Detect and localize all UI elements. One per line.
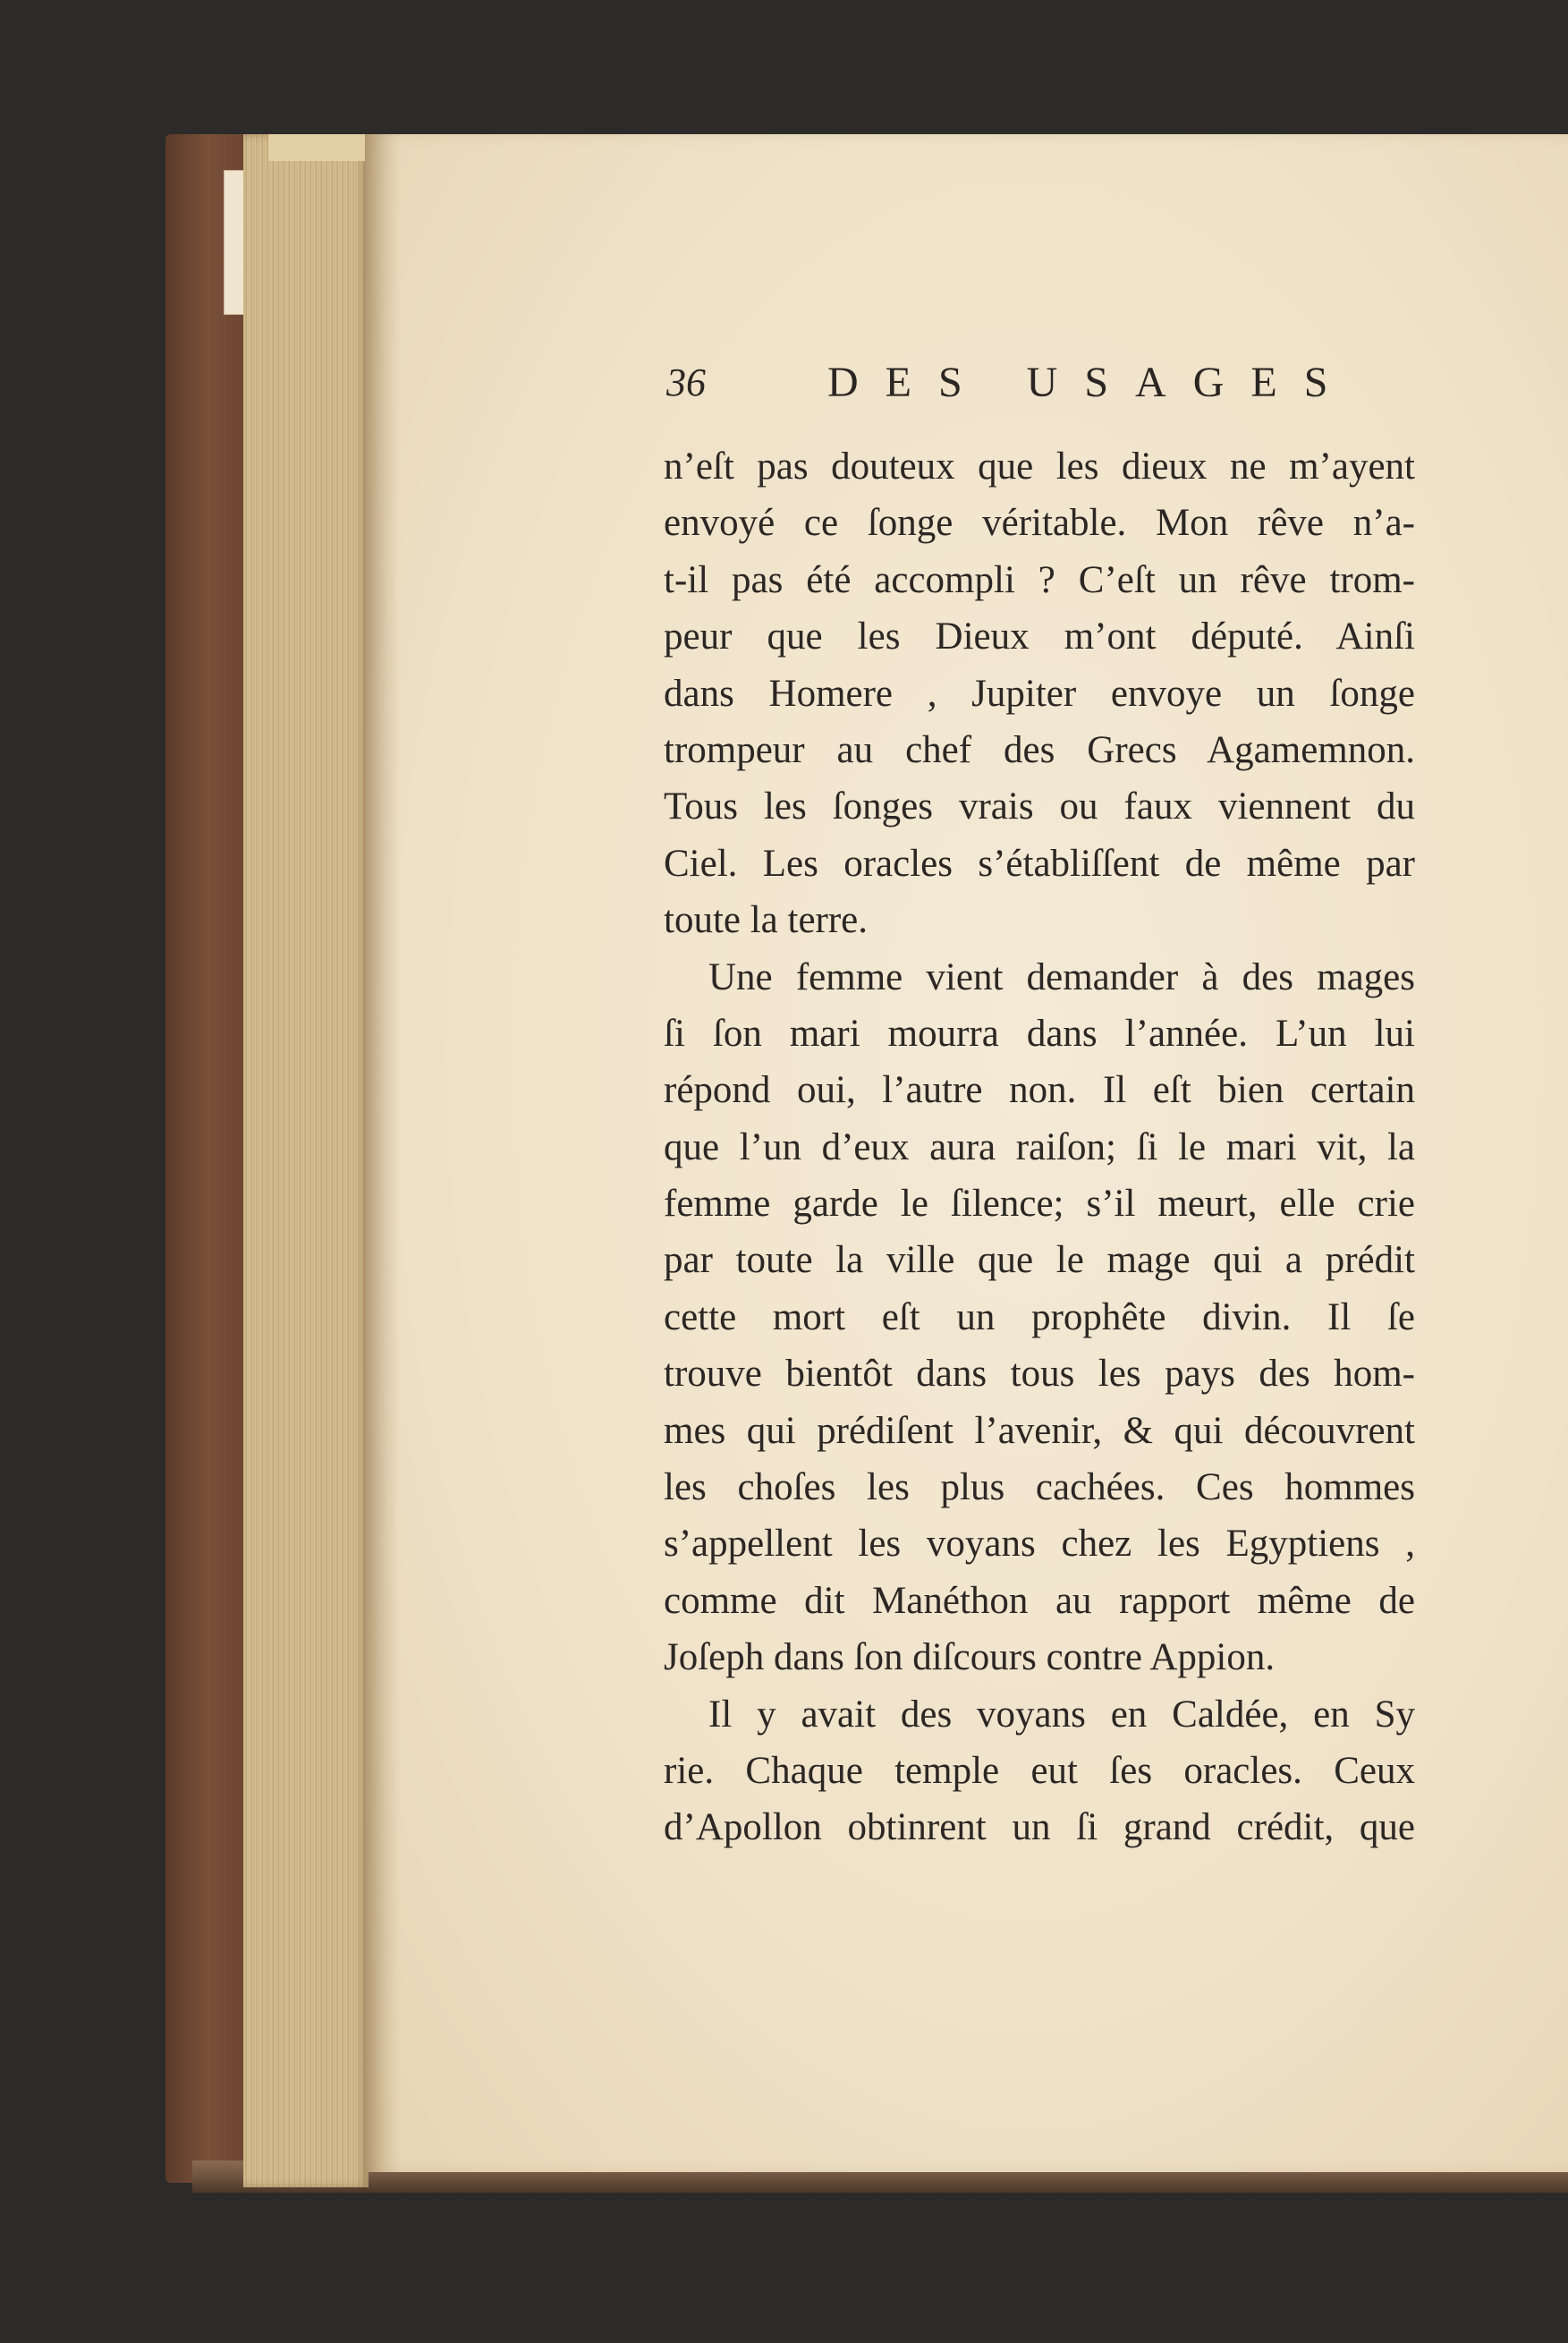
text-line: toute la terre. — [664, 899, 869, 942]
text-line: répond oui, l’autre non. Il eſt bien certain — [664, 1069, 1415, 1112]
text-line: ſi ſon mari mourra dans l’année. L’un lui — [664, 1012, 1415, 1055]
text-line: t-il pas été accompli ? C’eſt un rêve trom- — [664, 558, 1415, 601]
text-line: Joſeph dans ſon diſcours contre Appion. — [664, 1636, 1276, 1679]
running-head-title: DES USAGES — [827, 359, 1355, 406]
text-line: Une femme vient demander à des mages — [708, 955, 1415, 998]
running-head — [666, 354, 1355, 412]
text-line: Tous les ſonges vrais ou faux viennent du — [664, 785, 1415, 828]
page-gutter-shadow — [365, 134, 401, 2172]
text-line: femme garde le ſilence; s’il meurt, elle crie — [664, 1183, 1415, 1226]
text-line: envoyé ce ſonge véritable. Mon rêve n’a- — [664, 502, 1415, 545]
text-line: Il y avait des voyans en Caldée, en Sy — [708, 1693, 1415, 1736]
text-line: d’Apollon obtinrent un ſi grand crédit, que — [664, 1806, 1415, 1849]
text-line: trouve bientôt dans tous les pays des hom- — [664, 1353, 1415, 1396]
page-stack-edge — [243, 134, 369, 2187]
page-number: 36 — [666, 361, 706, 404]
text-line: dans Homere , Jupiter envoye un ſonge — [664, 672, 1415, 715]
text-line: par toute la ville que le mage qui a prédit — [664, 1239, 1415, 1282]
text-line: n’eſt pas douteux que les dieux ne m’ayent — [664, 446, 1415, 488]
page-stack-top — [268, 134, 371, 161]
text-line: rie. Chaque temple eut ſes oracles. Ceux — [664, 1749, 1415, 1792]
text-line: que l’un d’eux aura raiſon; ſi le mari vit, la — [664, 1125, 1415, 1168]
text-line: Ciel. Les oracles s’établiſſent de même par — [664, 842, 1415, 885]
body-text — [664, 438, 1415, 1856]
text-line: trompeur au chef des Grecs Agamemnon. — [664, 728, 1415, 771]
text-line: comme dit Manéthon au rapport même de — [664, 1579, 1415, 1622]
text-line: cette mort eſt un prophête divin. Il ſe — [664, 1295, 1415, 1338]
text-line: mes qui prédiſent l’avenir, & qui découvrent — [664, 1409, 1415, 1452]
text-line: les choſes les plus cachées. Ces hommes — [664, 1466, 1415, 1509]
text-line: s’appellent les voyans chez les Egyptiens , — [664, 1523, 1415, 1566]
text-line: peur que les Dieux m’ont député. Ainſi — [664, 615, 1415, 658]
